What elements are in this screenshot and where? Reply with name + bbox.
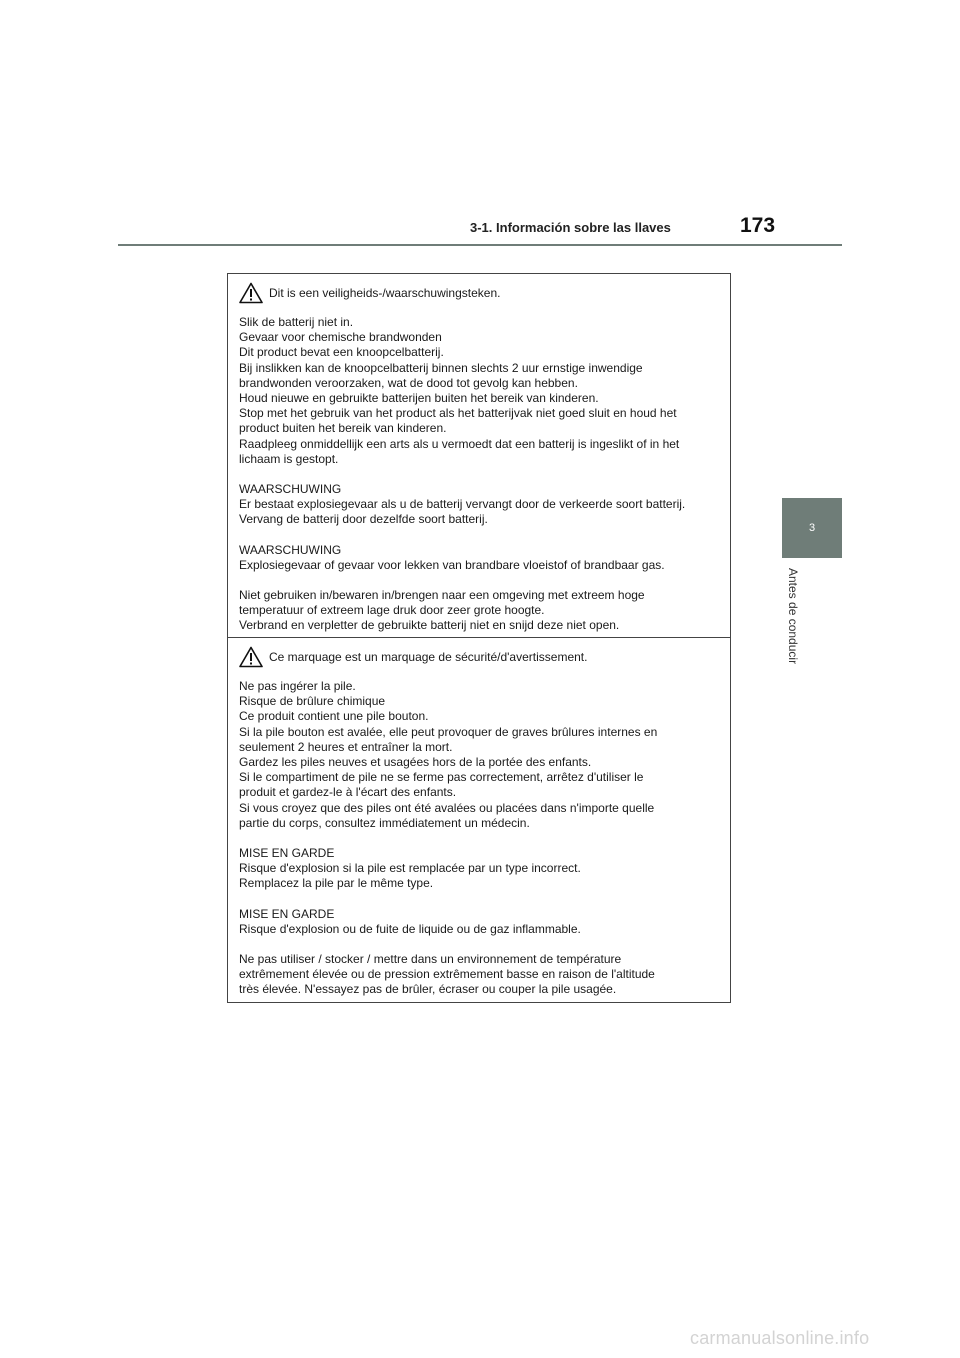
text-line: Niet gebruiken in/bewaren in/brengen naar een omgeving met extreem hoge xyxy=(239,588,645,603)
text-line: Explosiegevaar of gevaar voor lekken van brandbare vloeistof of brandbaar gas. xyxy=(239,557,665,572)
warning-triangle-icon xyxy=(239,282,263,304)
text-line: Er bestaat explosiegevaar als u de batterij vervangt door de verkeerde soort batterij. xyxy=(239,497,686,512)
text-line: Dit product bevat een knoopcelbatterij. xyxy=(239,345,444,360)
dutch-paragraph-wrong-battery xyxy=(239,482,722,528)
text-line: Si la pile bouton est avalée, elle peut provoquer de graves brûlures internes en xyxy=(239,724,658,739)
text-line: Stop met het gebruik van het product als het batterijvak niet goed sluit en houd het xyxy=(239,406,677,421)
french-paragraph-explosion xyxy=(239,907,722,937)
text-line: temperatuur of extreem lage druk door zeer grote hoogte. xyxy=(239,603,545,618)
text-line: Verbrand en verpletter de gebruikte batterij niet en snijd deze niet open. xyxy=(239,618,620,633)
text-line: MISE EN GARDE xyxy=(239,846,335,861)
french-warning-section xyxy=(228,638,730,1002)
text-line: Si vous croyez que des piles ont été avalées ou placées dans n'importe quelle xyxy=(239,800,655,815)
text-line: extrêmement élevée ou de pression extrêmement basse en raison de l'altitude xyxy=(239,967,655,982)
text-line: seulement 2 heures et entraîner la mort. xyxy=(239,739,453,754)
text-line: très élevée. N'essayez pas de brûler, écraser ou couper la pile usagée. xyxy=(239,982,617,997)
text-line: Ne pas ingérer la pile. xyxy=(239,679,356,693)
text-line: product buiten het bereik van kinderen. xyxy=(239,421,447,436)
chapter-number: 3 xyxy=(808,522,816,534)
french-paragraph-environment xyxy=(239,952,722,998)
warning-triangle-icon xyxy=(239,646,263,668)
text-line: brandwonden veroorzaken, wat de dood tot gevolg kan hebben. xyxy=(239,375,578,390)
text-line: partie du corps, consultez immédiatement un médecin. xyxy=(239,815,530,830)
french-warning-title-row xyxy=(239,645,722,669)
french-warning-title: Ce marquage est un marquage de sécurité/d'avertissement. xyxy=(269,649,588,664)
text-line: Raadpleeg onmiddellijk een arts als u vermoedt dat een batterij is ingeslikt of in het xyxy=(239,436,680,451)
dutch-warning-title: Dit is een veiligheids-/waarschuwingsteken. xyxy=(269,285,501,300)
dutch-warning-section xyxy=(228,274,730,638)
chapter-tab xyxy=(782,498,842,558)
text-line: Ce produit contient une pile bouton. xyxy=(239,709,429,724)
text-line: Bij inslikken kan de knoopcelbatterij binnen slechts 2 uur ernstige inwendige xyxy=(239,360,643,375)
text-line: WAARSCHUWING xyxy=(239,482,342,497)
text-line: Remplacez la pile par le même type. xyxy=(239,876,434,891)
text-line: WAARSCHUWING xyxy=(239,542,342,557)
text-line: Gardez les piles neuves et usagées hors de la portée des enfants. xyxy=(239,755,592,770)
text-line: Slik de batterij niet in. xyxy=(239,315,354,329)
watermark: carmanualsonline.info xyxy=(690,1328,870,1348)
text-line: Si le compartiment de pile ne se ferme pas correctement, arrêtez d'utiliser le xyxy=(239,770,644,785)
section-title: 3-1. Información sobre las llaves xyxy=(470,220,671,235)
text-line: Ne pas utiliser / stocker / mettre dans un environnement de température xyxy=(239,952,622,967)
dutch-paragraph-ingestion xyxy=(239,315,722,467)
text-line: Risque de brûlure chimique xyxy=(239,694,386,709)
text-line: Risque d'explosion ou de fuite de liquide ou de gaz inflammable. xyxy=(239,921,581,936)
text-line: lichaam is gestopt. xyxy=(239,451,339,466)
text-line: Vervang de batterij door dezelfde soort batterij. xyxy=(239,512,488,527)
text-line: MISE EN GARDE xyxy=(239,906,335,921)
chapter-label: Antes de conducir xyxy=(786,568,800,665)
dutch-paragraph-environment xyxy=(239,588,722,634)
page-number: 173 xyxy=(740,214,776,237)
french-paragraph-wrong-battery xyxy=(239,846,722,892)
french-paragraph-ingestion xyxy=(239,679,722,831)
text-line: Gevaar voor chemische brandwonden xyxy=(239,330,442,345)
dutch-paragraph-explosion xyxy=(239,543,722,573)
header-divider xyxy=(118,244,842,246)
dutch-warning-title-row xyxy=(239,281,722,305)
battery-warning-box xyxy=(227,273,731,1003)
text-line: Risque d'explosion si la pile est remplacée par un type incorrect. xyxy=(239,861,581,876)
text-line: Houd nieuwe en gebruikte batterijen buiten het bereik van kinderen. xyxy=(239,391,599,406)
text-line: produit et gardez-le à l'écart des enfants. xyxy=(239,785,457,800)
